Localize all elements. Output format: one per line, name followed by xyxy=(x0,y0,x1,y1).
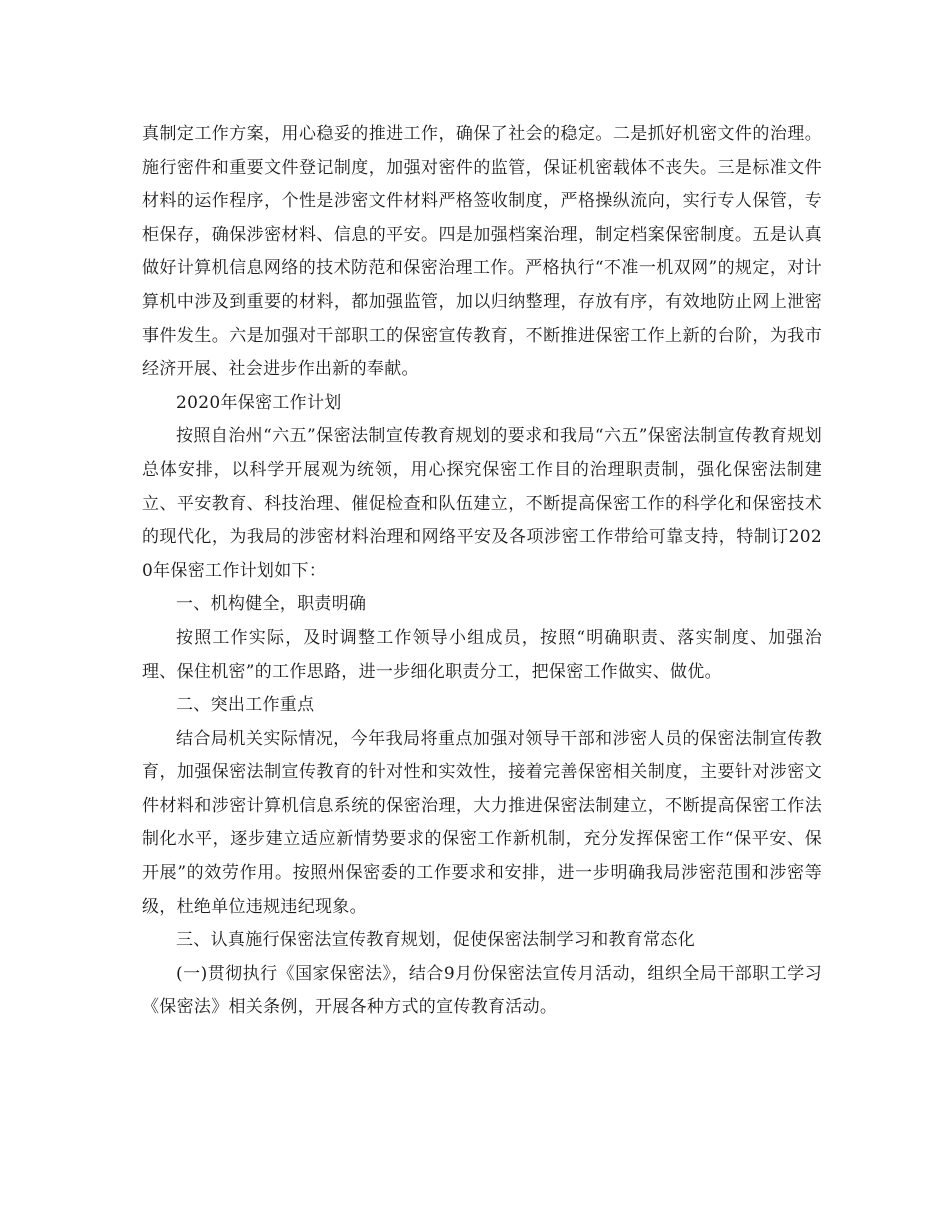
paragraph-work-summary: 真制定工作方案，用心稳妥的推进工作，确保了社会的稳定。二是抓好机密文件的治理。施行密件和重要文件登记制度，加强对密件的监管，保证机密载体不丧失。三是标准文件材料的运作程序，个性是涉密文件材料严格签收制度，严格操纵流向，实行专人保管，专柜保存，确保涉密材料、信息的平安。四是加强档案治理，制定档案保密制度。五是认真做好计算机信息网络的技术防范和保密治理工作。严格执行“不准一机双网”的规定，对计算机中涉及到重要的材料，都加强监管，加以归纳整理，存放有序，有效地防止网上泄密事件发生。六是加强对干部职工的保密宣传教育，不断推进保密工作上新的台阶，为我市经济开展、社会进步作出新的奉献。 xyxy=(142,124,822,380)
paragraph-section-1: 按照工作实际，及时调整工作领导小组成员，按照“明确职责、落实制度、加强治理、保住机密”的工作思路，进一步细化职责分工，把保密工作做实、做优。 xyxy=(142,627,822,682)
heading-section-1: 一、机构健全，职责明确 xyxy=(176,594,367,615)
paragraph-section-2: 结合局机关实际情况，今年我局将重点加强对领导干部和涉密人员的保密法制宣传教育，加强保密法制宣传教育的针对性和实效性，接着完善保密相关制度，主要针对涉密文件材料和涉密计算机信息系统的保密治理，大力推进保密法制建立，不断提高保密工作法制化水平，逐步建立适应新情势要求的保密工作新机制，充分发挥保密工作“保平安、保开展”的效劳作用。按照州保密委的工作要求和安排，进一步明确我局涉密范围和涉密等级，杜绝单位违规违纪现象。 xyxy=(142,728,822,917)
heading-2020-plan: 2020年保密工作计划 xyxy=(176,392,342,413)
document-body xyxy=(142,118,822,1025)
heading-section-2: 二、突出工作重点 xyxy=(176,695,315,716)
heading-section-3: 三、认真施行保密法宣传教育规划，促使保密法制学习和教育常态化 xyxy=(176,930,695,951)
paragraph-section-3-item-1: (一)贯彻执行《国家保密法》，结合9月份保密法宣传月活动，组织全局干部职工学习《保密法》相关条例，开展各种方式的宣传教育活动。 xyxy=(142,963,822,1018)
paragraph-plan-intro: 按照自治州“六五”保密法制宣传教育规划的要求和我局“六五”保密法制宣传教育规划总体安排，以科学开展观为统领，用心探究保密工作目的治理职责制，强化保密法制建立、平安教育、科技治理、催促检查和队伍建立，不断提高保密工作的科学化和保密技术的现代化，为我局的涉密材料治理和网络平安及各项涉密工作带给可靠支持，特制订2020年保密工作计划如下： xyxy=(142,426,822,581)
